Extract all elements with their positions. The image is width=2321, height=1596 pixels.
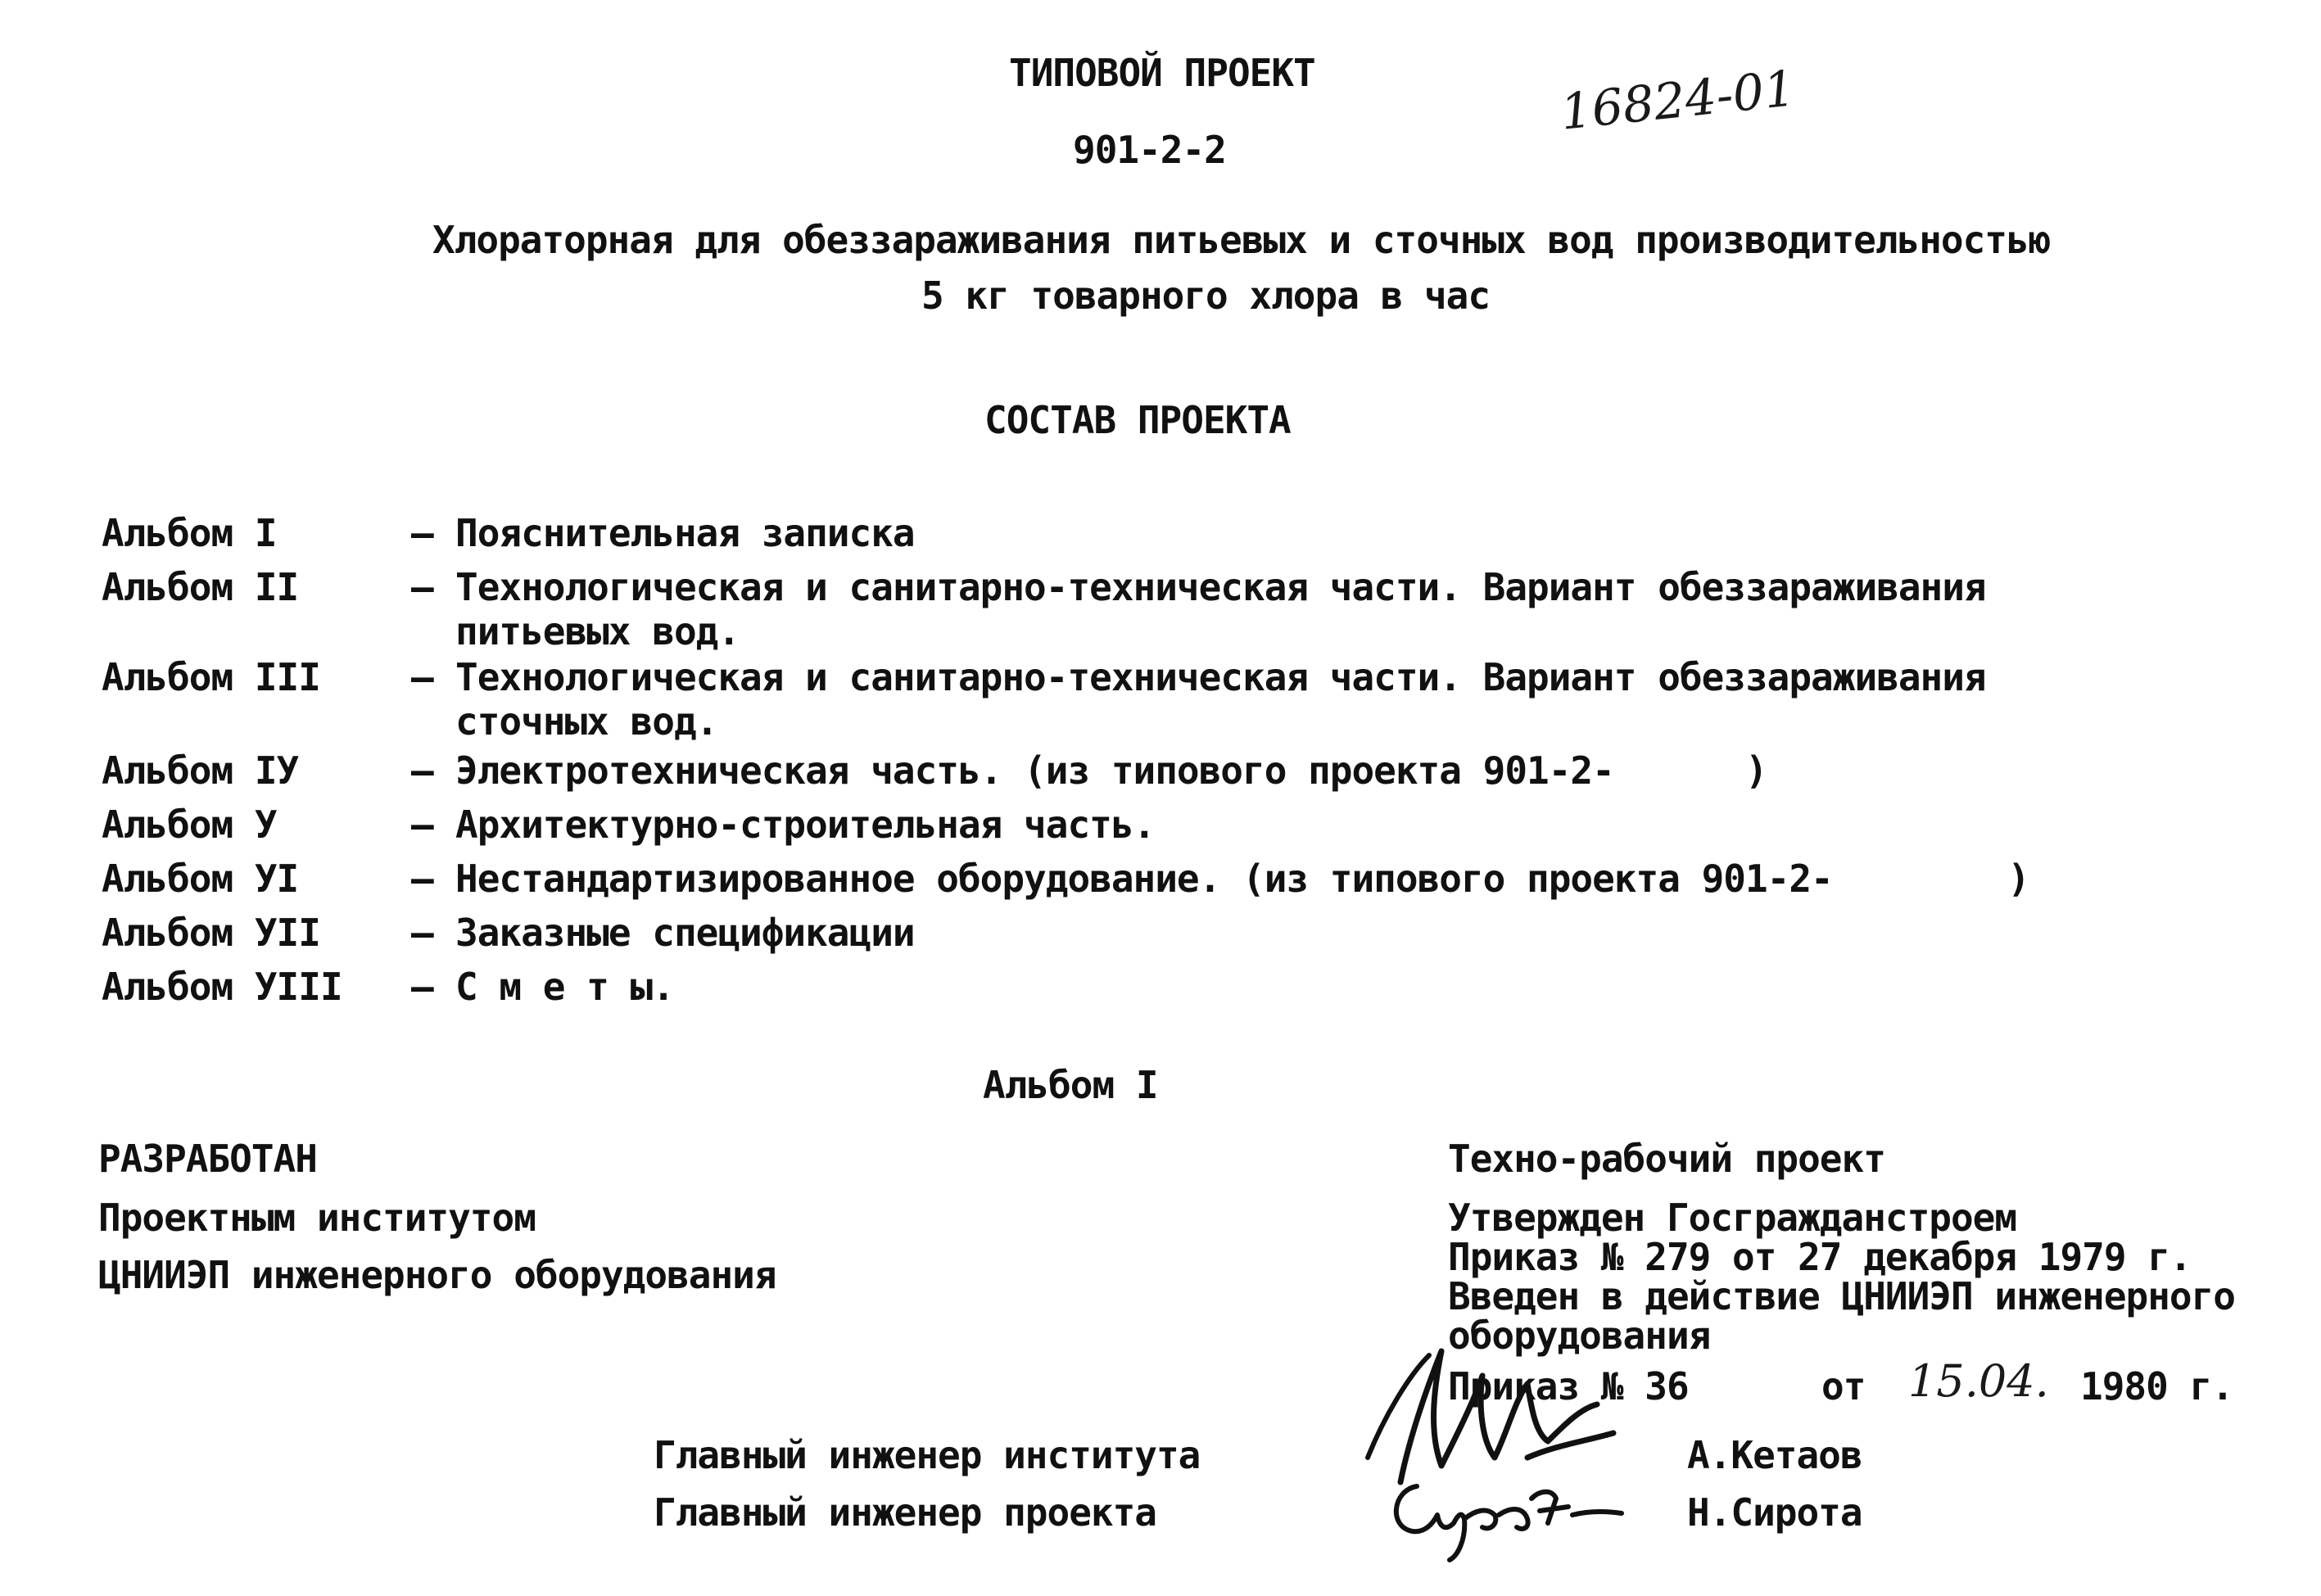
order-number: Приказ № 36	[1448, 1364, 1689, 1408]
approval-line-3: Приказ № 279 от 27 декабря 1979 г.	[1448, 1235, 2192, 1279]
album-text: Заказные спецификации	[455, 911, 915, 955]
approval-line-4: Введен в действие ЦНИИЭП инженерного	[1448, 1274, 2235, 1318]
signature-role-2: Главный инженер проекта	[654, 1490, 1156, 1535]
title-line-1: Хлораторная для обеззараживания питьевых и сточных вод производительностью	[432, 218, 2051, 262]
list-dash: –	[411, 655, 434, 699]
album-label: Альбом УII	[102, 911, 320, 955]
current-album: Альбом I	[983, 1063, 1158, 1107]
approval-line-1: Техно-рабочий проект	[1448, 1137, 1885, 1181]
developer-line-1: Проектным институтом	[98, 1196, 536, 1240]
signature-2-scribble	[1376, 1466, 1638, 1564]
list-dash: –	[411, 803, 434, 847]
album-label: Альбом I	[102, 511, 277, 555]
project-type: ТИПОВОЙ ПРОЕКТ	[1009, 51, 1315, 95]
order-date: 15.04.	[1908, 1355, 2049, 1407]
list-dash: –	[411, 565, 434, 609]
album-label: Альбом У	[102, 803, 277, 847]
signature-role-1: Главный инженер института	[654, 1433, 1201, 1477]
list-dash: –	[411, 911, 434, 955]
album-text: Архитектурно-строительная часть.	[455, 803, 1156, 847]
album-text: Технологическая и санитарно-техническая части. Вариант обеззараживания питьевых вод.	[455, 565, 1986, 654]
composition-heading: СОСТАВ ПРОЕКТА	[984, 398, 1291, 442]
project-number: 901-2-2	[1073, 128, 1226, 172]
order-from: от	[1821, 1364, 1866, 1408]
album-label: Альбом IУ	[102, 748, 299, 793]
developer-line-2: ЦНИИЭП инженерного оборудования	[98, 1253, 776, 1297]
signature-name-1: А.Кетаов	[1687, 1433, 1862, 1477]
order-year: 1980 г.	[2080, 1364, 2233, 1408]
developer-heading: РАЗРАБОТАН	[98, 1137, 317, 1181]
approval-line-2: Утвержден Госгражданстроем	[1448, 1196, 2017, 1240]
album-label: Альбом УI	[102, 857, 299, 901]
album-text: Электротехническая часть. (из типового проекта 901-2- )	[455, 748, 1767, 793]
title-line-2: 5 кг товарного хлора в час	[921, 274, 1491, 318]
album-text: Пояснительная записка	[455, 511, 915, 555]
album-text: Технологическая и санитарно-техническая части. Вариант обеззараживания сточных вод.	[455, 655, 1986, 744]
album-text: С м е т ы.	[455, 965, 674, 1009]
album-label: Альбом УIII	[102, 965, 342, 1009]
signature-name-2: Н.Сирота	[1687, 1490, 1862, 1535]
list-dash: –	[411, 965, 434, 1009]
album-label: Альбом III	[102, 655, 320, 699]
album-text: Нестандартизированное оборудование. (из типового проекта 901-2- )	[455, 857, 2029, 901]
album-label: Альбом II	[102, 565, 299, 609]
list-dash: –	[411, 857, 434, 901]
handwritten-code: 16824-01	[1558, 60, 1798, 142]
list-dash: –	[411, 511, 434, 555]
approval-line-5: оборудования	[1448, 1313, 1711, 1358]
list-dash: –	[411, 748, 434, 793]
